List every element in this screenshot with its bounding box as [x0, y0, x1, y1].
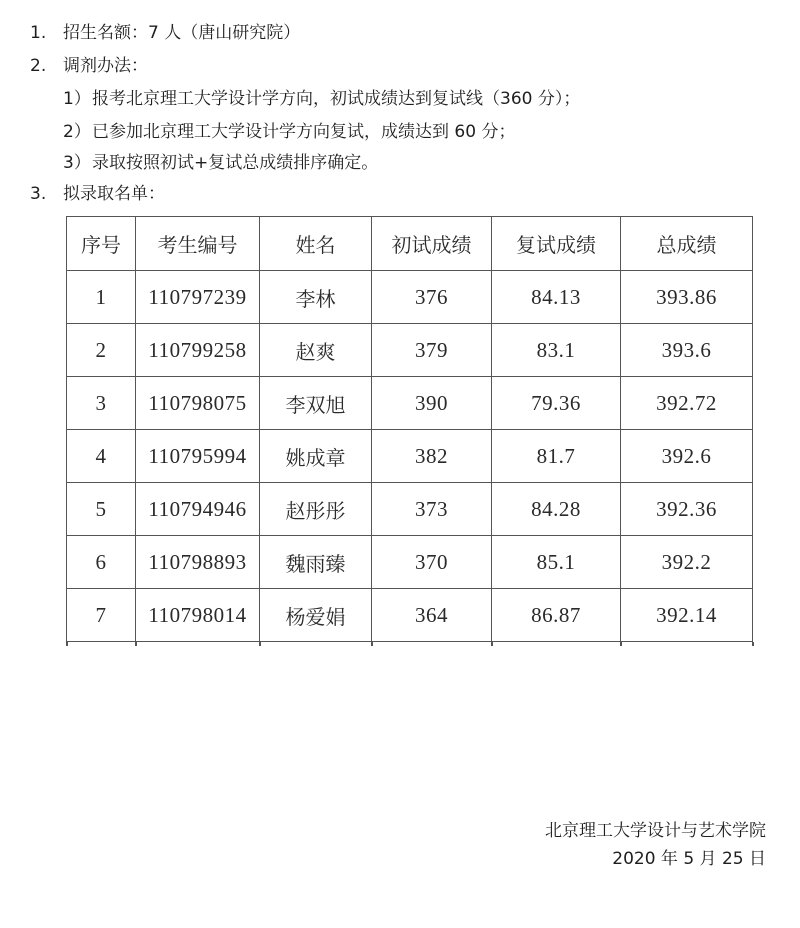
header-initial-score: 初试成绩: [372, 217, 492, 271]
rule-text: 报考北京理工大学设计学方向，初试成绩达到复试线（360 分）；: [92, 89, 581, 109]
table-row: [67, 430, 753, 483]
cell-retest-score: 81.7: [492, 430, 621, 483]
footer-org: 北京理工大学设计与艺术学院: [545, 821, 766, 841]
cell-name: 姚成章: [260, 430, 372, 483]
cell-name: 杨爱娟: [260, 589, 372, 642]
cell-seq: 1: [67, 271, 136, 324]
cell-total-score: 392.36: [621, 483, 753, 536]
cell-retest-score: 79.36: [492, 377, 621, 430]
cell-initial-score: 373: [372, 483, 492, 536]
rule-3: [63, 152, 379, 174]
cell-name: 赵彤彤: [260, 483, 372, 536]
table-row: [67, 536, 753, 589]
cell-seq: 7: [67, 589, 136, 642]
cell-total-score: 393.6: [621, 324, 753, 377]
cell-total-score: 392.72: [621, 377, 753, 430]
cell-total-score: 392.6: [621, 430, 753, 483]
table-header-row: [67, 217, 753, 271]
cell-name: 李林: [260, 271, 372, 324]
rule-number: 2）: [63, 122, 91, 142]
table-row: [67, 483, 753, 536]
item-text: 调剂办法：: [63, 56, 148, 76]
cell-candidate-id: 110794946: [136, 483, 260, 536]
item-number: 1.: [30, 23, 47, 43]
table-border-stub: [620, 642, 622, 646]
table-border-stub: [371, 642, 373, 646]
footer-date: 2020 年 5 月 25 日: [612, 849, 766, 869]
rule-text: 已参加北京理工大学设计学方向复试，成绩达到 60 分；: [92, 122, 516, 142]
cell-seq: 4: [67, 430, 136, 483]
rule-1: [63, 88, 581, 110]
cell-retest-score: 86.87: [492, 589, 621, 642]
cell-initial-score: 382: [372, 430, 492, 483]
table-border-stub: [752, 642, 754, 646]
cell-seq: 3: [67, 377, 136, 430]
cell-seq: 5: [67, 483, 136, 536]
table-row: [67, 377, 753, 430]
cell-name: 魏雨臻: [260, 536, 372, 589]
rule-number: 1）: [63, 89, 91, 109]
rule-text: 录取按照初试+复试总成绩排序确定。: [92, 153, 379, 173]
cell-candidate-id: 110798014: [136, 589, 260, 642]
cell-initial-score: 364: [372, 589, 492, 642]
cell-candidate-id: 110799258: [136, 324, 260, 377]
item-number: 3.: [30, 184, 47, 204]
header-candidate-id: 考生编号: [136, 217, 260, 271]
table-row: [67, 589, 753, 642]
cell-name: 赵爽: [260, 324, 372, 377]
item-list: [30, 183, 165, 205]
header-seq: 序号: [67, 217, 136, 271]
table-border-stub: [491, 642, 493, 646]
header-name: 姓名: [260, 217, 372, 271]
cell-seq: 2: [67, 324, 136, 377]
item-text: 拟录取名单：: [63, 184, 165, 204]
cell-total-score: 393.86: [621, 271, 753, 324]
header-retest-score: 复试成绩: [492, 217, 621, 271]
cell-retest-score: 84.13: [492, 271, 621, 324]
cell-candidate-id: 110795994: [136, 430, 260, 483]
cell-initial-score: 370: [372, 536, 492, 589]
cell-total-score: 392.14: [621, 589, 753, 642]
cell-retest-score: 85.1: [492, 536, 621, 589]
cell-name: 李双旭: [260, 377, 372, 430]
cell-candidate-id: 110798075: [136, 377, 260, 430]
cell-retest-score: 83.1: [492, 324, 621, 377]
table-border-stub: [259, 642, 261, 646]
rule-2: [63, 121, 516, 143]
item-quota: [30, 22, 301, 44]
cell-initial-score: 376: [372, 271, 492, 324]
cell-initial-score: 379: [372, 324, 492, 377]
cell-retest-score: 84.28: [492, 483, 621, 536]
cell-candidate-id: 110797239: [136, 271, 260, 324]
item-method: [30, 55, 148, 77]
table-row: [67, 324, 753, 377]
cell-seq: 6: [67, 536, 136, 589]
header-total-score: 总成绩: [621, 217, 753, 271]
admission-table: [66, 216, 753, 642]
cell-initial-score: 390: [372, 377, 492, 430]
cell-candidate-id: 110798893: [136, 536, 260, 589]
rule-number: 3）: [63, 153, 91, 173]
item-number: 2.: [30, 56, 47, 76]
table-border-stub: [66, 642, 68, 646]
item-text: 招生名额：7 人（唐山研究院）: [63, 23, 301, 43]
table-row: [67, 271, 753, 324]
table-border-stub: [135, 642, 137, 646]
cell-total-score: 392.2: [621, 536, 753, 589]
